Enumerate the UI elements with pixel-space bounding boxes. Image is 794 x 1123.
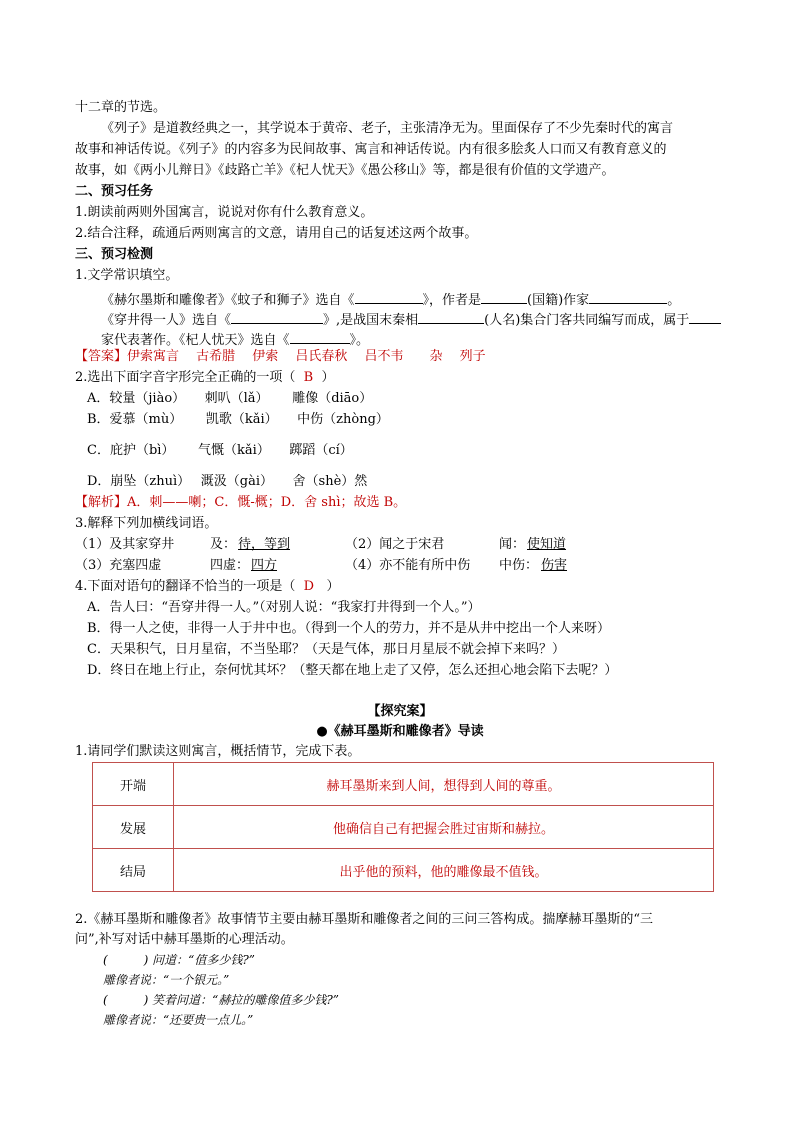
q1-c2: 》。 <box>349 333 370 348</box>
intro-line-1: 十二章的节选。 <box>75 100 167 115</box>
q1-a2: 》，作者是 <box>422 293 482 308</box>
q2-title-a: 2.选出下面字音字形完全正确的一项（ <box>75 370 296 385</box>
intro-line-2: 《列子》是道教经典之一，其学说本于黄帝、老子，主张清净无为。里面保存了不少先秦时代的寓言 <box>101 121 674 136</box>
blank-source[interactable] <box>231 307 323 324</box>
table-value: 赫耳墨斯来到人间，想得到人间的尊重。 <box>174 763 714 806</box>
q1-c1: 家代表著作。《杞人忧天》选自《 <box>101 333 290 348</box>
q3-r1-key: 及： <box>210 537 237 552</box>
dialogue-2: 雕像者说：“一个银元。” <box>103 973 230 987</box>
answer-text: 伊索寓言 古希腊 伊索 吕氏春秋 吕不韦 杂 列子 <box>127 349 486 364</box>
table-key: 结局 <box>93 849 174 892</box>
blank-school[interactable] <box>689 307 721 324</box>
q1-line-a <box>75 287 680 307</box>
intro-line-4: 故事，如《两小儿辩日》《歧路亡羊》《杞人忧天》《愚公移山》等，都是很有价值的文学遗产。 <box>75 163 615 178</box>
table-value: 出乎他的预料，他的雕像最不值钱。 <box>174 849 714 892</box>
q1-line-b <box>75 307 721 327</box>
explore-q2-line-2: 问”,补写对话中赫耳墨斯的心理活动。 <box>75 932 294 947</box>
answer-label: 【答案】 <box>75 349 128 364</box>
q2-title-b: ） <box>321 370 335 385</box>
q1-line-c <box>75 327 369 347</box>
table-row <box>93 849 714 892</box>
q2-title <box>75 368 335 388</box>
q4-option-a: A．告人曰：“吾穿井得一人。”（对别人说：“我家打井得到一个人。”） <box>87 600 481 615</box>
explore-q2-line-1: 2.《赫耳墨斯和雕像者》故事情节主要由赫耳墨斯和雕像者之间的三问三答构成。揣摩赫耳墨斯的“三 <box>75 912 654 927</box>
q1-a4: 。 <box>667 293 681 308</box>
q3-r3-key: 四虚： <box>210 558 250 573</box>
q2-option-b: B．爱慕（mù） 凯歌（kǎi） 中伤（zhòng） <box>87 412 389 427</box>
task-2: 2.结合注释，疏通后两则寓言的文意，请用自己的话复述这两个故事。 <box>75 226 478 241</box>
q2-option-a: A．较量（jiào） 刺叭（lǎ） 雕像（diāo） <box>87 391 373 406</box>
q3-r3-ans: 四方 <box>251 558 278 573</box>
q3-row-1 <box>75 535 725 555</box>
explore-q1: 1.请同学们默读这则寓言，概括情节，完成下表。 <box>75 744 361 759</box>
q3-title: 3.解释下列加横线词语。 <box>75 516 218 531</box>
q4-option-d: D．终日在地上行止，奈何忧其坏？（整天都在地上走了又停，怎么还担心地会陷下去呢？） <box>87 663 618 678</box>
q3-r3-item: （3）充塞四虚 <box>75 558 162 573</box>
explore-subheading: ●《赫耳墨斯和雕像者》导读 <box>316 724 484 739</box>
q4-title-a: 4.下面对语句的翻译不恰当的一项是（ <box>75 579 296 594</box>
analysis-text: A．刺——喇；C．慨-概；D．舍 shì；故选 B。 <box>127 495 407 510</box>
q3-r1-item: （1）及其家穿井 <box>75 537 175 552</box>
section-2-heading: 二、预习任务 <box>75 184 154 199</box>
q2-option-d: D．崩坠（zhuì） 溉汲（gài） 舍（shè）然 <box>87 474 368 489</box>
q2-analysis <box>75 493 406 513</box>
intro-line-3: 故事和神话传说。《列子》的内容多为民间故事、寓言和神话传说。内有很多脍炙人口而又有教育意义的 <box>75 142 667 157</box>
q1-a1: 《赫尔墨斯和雕像者》《蚊子和狮子》选自《 <box>101 293 355 308</box>
analysis-label: 【解析】 <box>75 495 128 510</box>
section-3-heading: 三、预习检测 <box>75 247 154 262</box>
blank-author[interactable] <box>481 287 527 304</box>
q1-answer <box>75 347 486 367</box>
q1-b3: (人名)集合门客共同编写而成，属于 <box>484 313 690 328</box>
q4-title <box>75 577 340 597</box>
blank-person[interactable] <box>418 307 484 324</box>
q4-answer: D <box>303 579 315 594</box>
blank-writer[interactable] <box>589 287 667 304</box>
table-row <box>93 806 714 849</box>
table-value: 他确信自己有把握会胜过宙斯和赫拉。 <box>174 806 714 849</box>
q2-answer: B <box>303 370 314 385</box>
q1-a3: (国籍)作家 <box>527 293 590 308</box>
q3-r2-item: （2）闻之于宋君 <box>345 537 445 552</box>
q1-b1: 《穿井得一人》选自《 <box>101 313 232 328</box>
q3-r1-ans: 待，等到 <box>238 537 291 552</box>
q4-option-b: B．得一人之使，非得一人于井中也。（得到一个人的劳力，并不是从井中挖出一个人来呀） <box>87 621 611 636</box>
blank-book[interactable] <box>355 287 423 304</box>
q3-r4-key: 中伤： <box>499 558 539 573</box>
q4-title-b: ） <box>326 579 340 594</box>
q2-option-c: C．庇护（bì） 气慨（kǎi） 踯蹈（cí） <box>87 443 353 458</box>
q3-row-2 <box>75 556 725 576</box>
table-key: 开端 <box>93 763 174 806</box>
q3-r4-ans: 伤害 <box>541 558 568 573</box>
q3-r4-item: （4）亦不能有所中伤 <box>345 558 471 573</box>
q3-r2-key: 闻： <box>499 537 526 552</box>
table-row <box>93 763 714 806</box>
q1-b2: 》,是战国末秦相 <box>323 313 419 328</box>
task-1: 1.朗读前两则外国寓言，说说对你有什么教育意义。 <box>75 205 374 220</box>
q3-r2-ans: 使知道 <box>527 537 567 552</box>
dialogue-4: 雕像者说：“还要贵一点儿。” <box>103 1013 254 1027</box>
blank-liezi[interactable] <box>290 327 350 344</box>
dialogue-1: ( ) 问道：“值多少钱?” <box>103 953 255 967</box>
q1-title: 1.文学常识填空。 <box>75 268 179 283</box>
dialogue-3: ( ) 笑着问道：“赫拉的雕像值多少钱?” <box>103 993 339 1007</box>
q4-option-c: C．天果积气，日月星宿，不当坠耶？（天是气体，那日月星辰不就会掉下来吗？） <box>87 642 565 657</box>
plot-summary-table <box>92 762 714 892</box>
explore-heading: 【探究案】 <box>367 704 433 719</box>
table-key: 发展 <box>93 806 174 849</box>
